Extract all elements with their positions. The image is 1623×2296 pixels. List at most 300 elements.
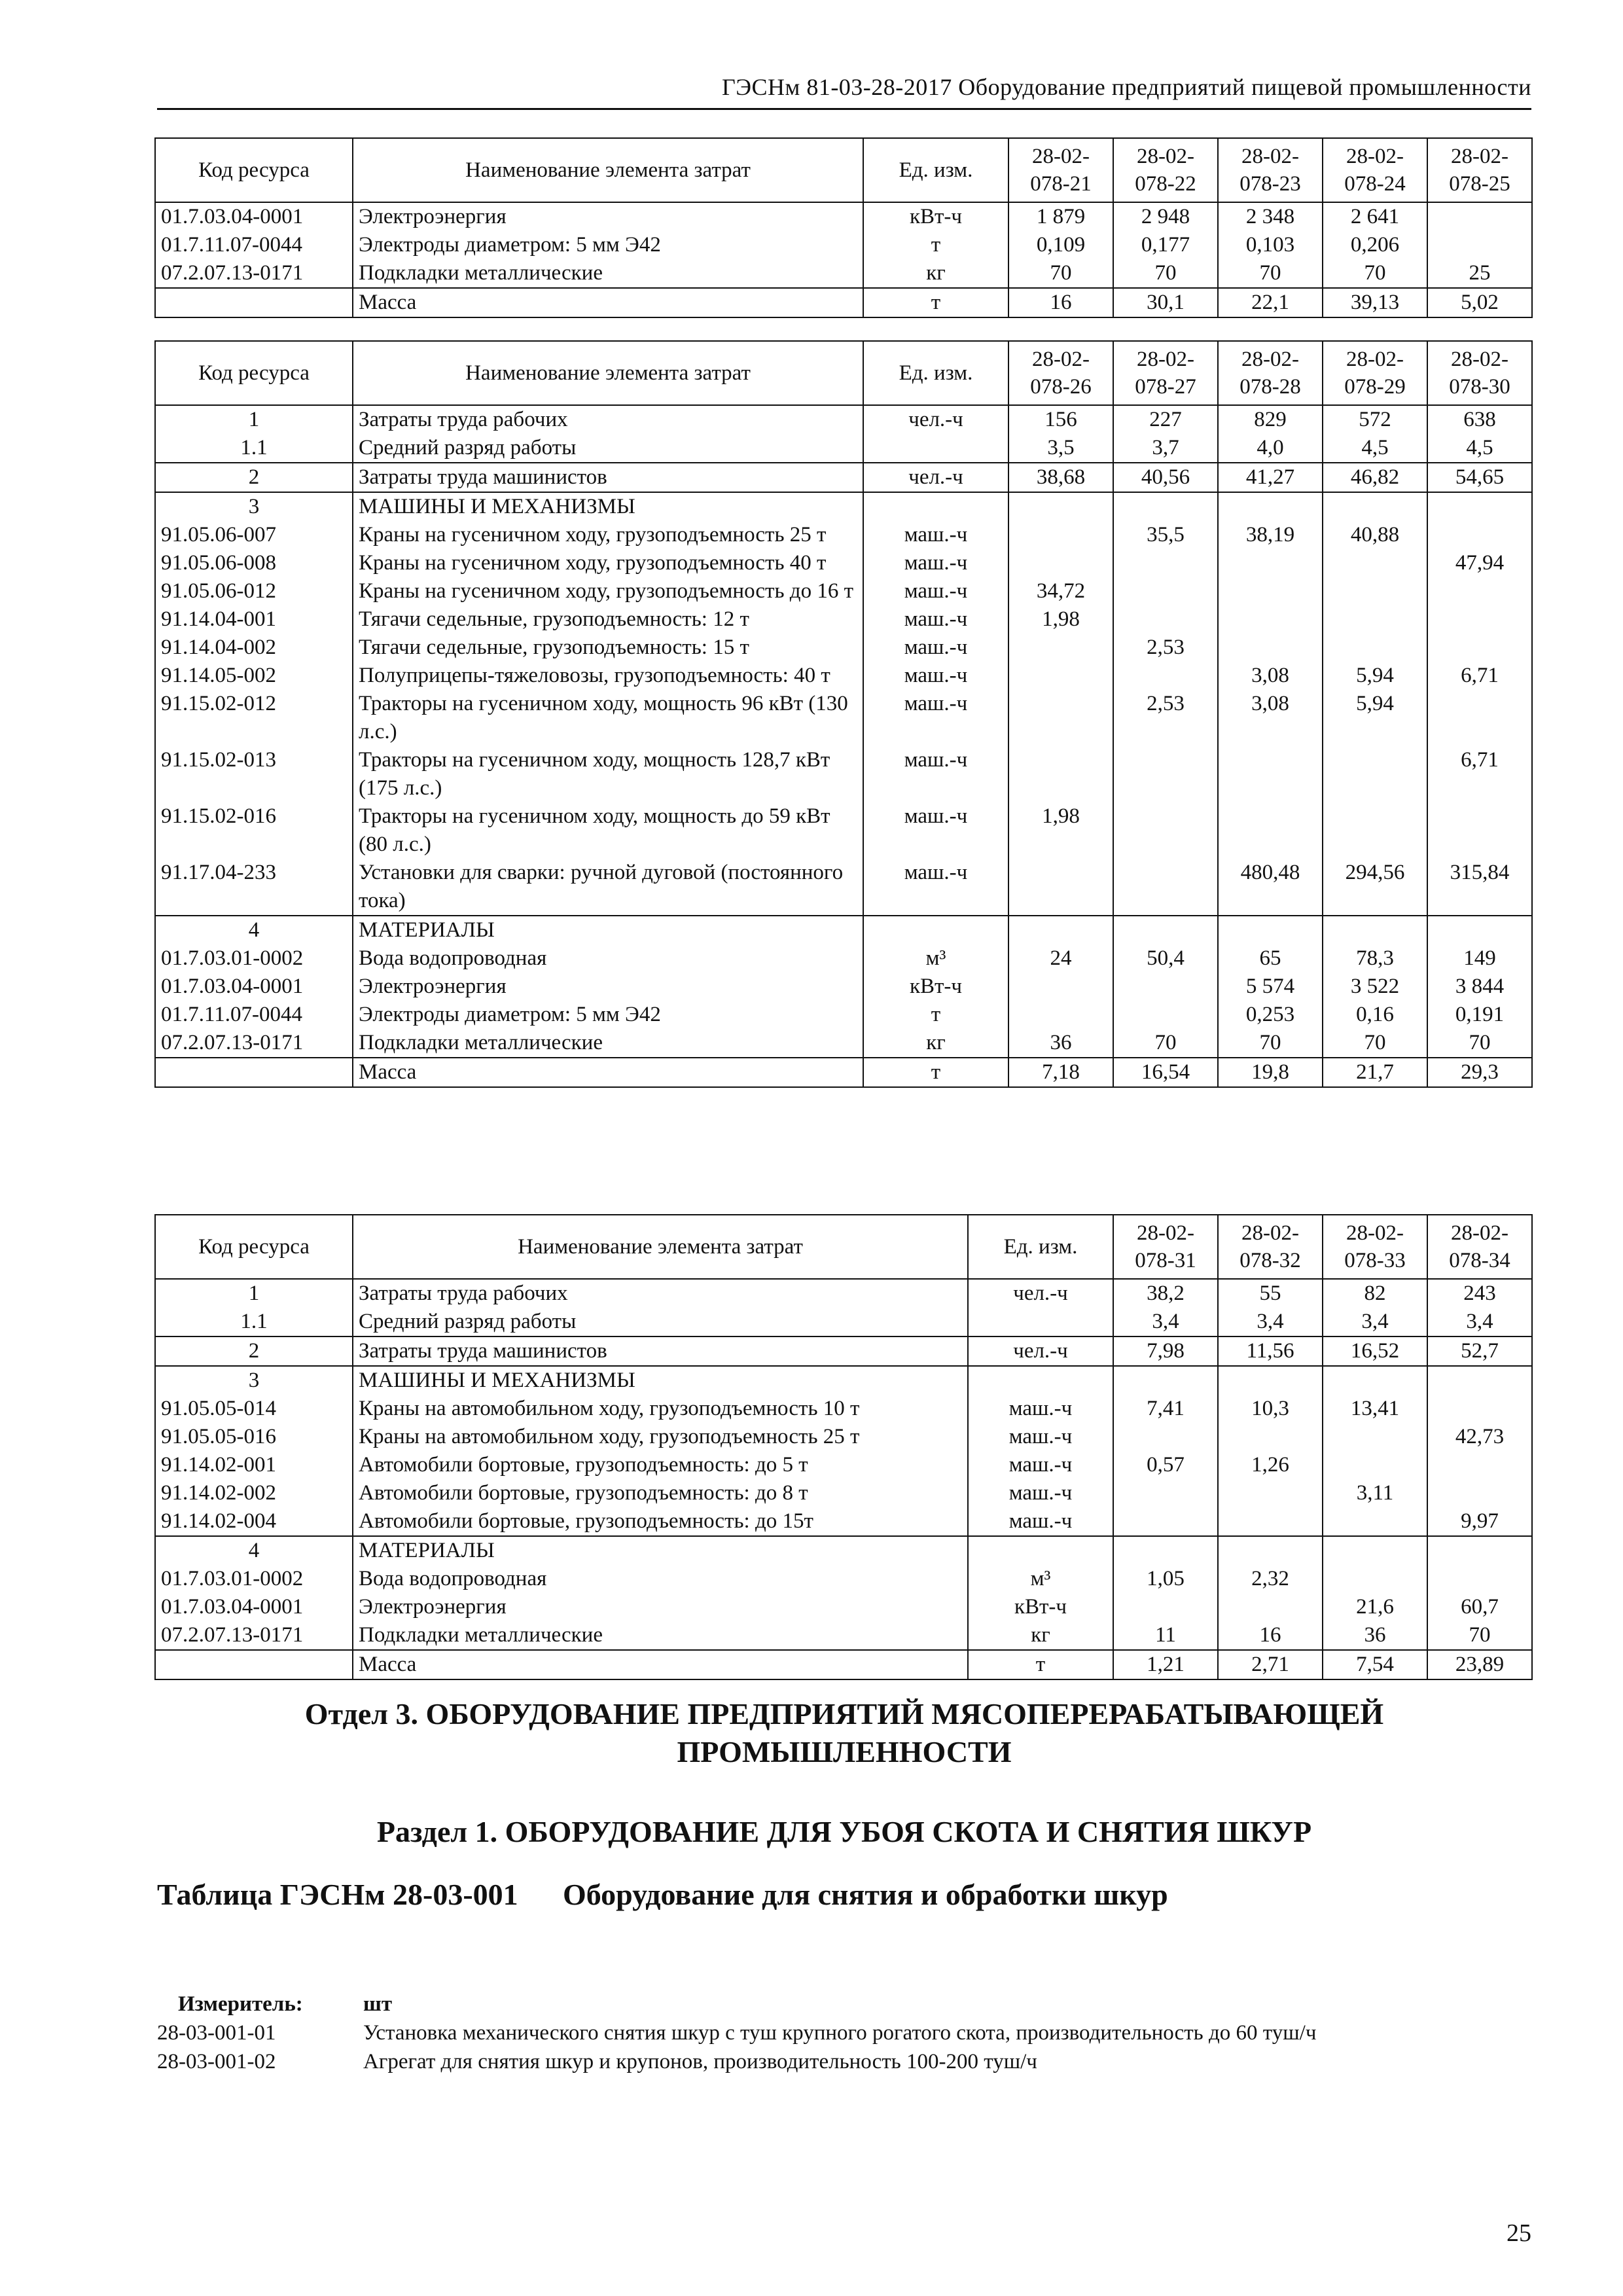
cost-element-cell: Краны на гусеничном ходу, грузоподъемность 40 т bbox=[353, 549, 863, 577]
value-cell: 0,109 bbox=[1008, 231, 1113, 259]
unit-cell: маш.-ч bbox=[863, 549, 1008, 577]
unit-cell: маш.-ч bbox=[863, 662, 1008, 690]
value-cell: 70 bbox=[1427, 1621, 1532, 1650]
unit-cell: маш.-ч bbox=[968, 1507, 1113, 1536]
table-row bbox=[155, 1565, 1532, 1593]
resource-code-cell: 91.14.02-001 bbox=[155, 1451, 353, 1479]
mass-value-cell: 22,1 bbox=[1218, 288, 1323, 317]
table-row bbox=[155, 662, 1532, 690]
value-cell: 0,57 bbox=[1113, 1451, 1218, 1479]
resource-code-cell: 91.05.05-014 bbox=[155, 1395, 353, 1423]
resource-table-1 bbox=[154, 137, 1533, 318]
value-cell: 70 bbox=[1218, 1029, 1323, 1058]
value-cell: 2,53 bbox=[1113, 690, 1218, 746]
resource-code-cell: 91.05.06-008 bbox=[155, 549, 353, 577]
value-cell bbox=[1427, 577, 1532, 605]
column-header: 28-02-078-26 bbox=[1008, 341, 1113, 405]
table-row bbox=[155, 1621, 1532, 1650]
table-row bbox=[155, 1479, 1532, 1507]
mass-value-cell: 2,71 bbox=[1218, 1650, 1323, 1679]
resource-code-cell: 4 bbox=[155, 916, 353, 944]
resource-code-cell: 01.7.03.01-0002 bbox=[155, 944, 353, 973]
table-row bbox=[155, 1366, 1532, 1395]
cost-element-cell: Вода водопроводная bbox=[353, 1565, 968, 1593]
unit-cell bbox=[863, 916, 1008, 944]
value-cell: 7,41 bbox=[1113, 1395, 1218, 1423]
mass-value-cell: 30,1 bbox=[1113, 288, 1218, 317]
table-row bbox=[155, 549, 1532, 577]
table-row bbox=[155, 259, 1532, 288]
resource-code-cell: 4 bbox=[155, 1536, 353, 1565]
unit-cell: маш.-ч bbox=[863, 690, 1008, 746]
cost-element-cell: МАШИНЫ И МЕХАНИЗМЫ bbox=[353, 1366, 968, 1395]
unit-cell: маш.-ч bbox=[863, 634, 1008, 662]
value-cell bbox=[1113, 605, 1218, 634]
unit-cell bbox=[863, 434, 1008, 463]
unit-cell: кг bbox=[863, 1029, 1008, 1058]
value-cell bbox=[1008, 746, 1113, 802]
resource-code-cell: 91.05.06-007 bbox=[155, 521, 353, 549]
cost-element-cell: Электроэнергия bbox=[353, 202, 863, 231]
unit-cell bbox=[968, 1536, 1113, 1565]
mass-value-cell: 1,21 bbox=[1113, 1650, 1218, 1679]
value-cell bbox=[1323, 916, 1427, 944]
value-cell: 1,05 bbox=[1113, 1565, 1218, 1593]
value-cell: 38,2 bbox=[1113, 1279, 1218, 1308]
value-cell: 9,97 bbox=[1427, 1507, 1532, 1536]
unit-cell bbox=[968, 1308, 1113, 1336]
resource-code-cell: 91.14.05-002 bbox=[155, 662, 353, 690]
value-cell: 7,98 bbox=[1113, 1336, 1218, 1366]
resource-code-cell: 91.17.04-233 bbox=[155, 859, 353, 916]
unit-cell: маш.-ч bbox=[968, 1479, 1113, 1507]
value-cell: 2 641 bbox=[1323, 202, 1427, 231]
table-row bbox=[155, 1029, 1532, 1058]
value-cell bbox=[1008, 549, 1113, 577]
table-row bbox=[155, 202, 1532, 231]
value-cell: 0,177 bbox=[1113, 231, 1218, 259]
value-cell bbox=[1427, 521, 1532, 549]
mass-value-cell: т bbox=[968, 1650, 1113, 1679]
value-cell: 0,191 bbox=[1427, 1001, 1532, 1029]
unit-cell: чел.-ч bbox=[863, 405, 1008, 434]
mass-value-cell: 5,02 bbox=[1427, 288, 1532, 317]
value-cell bbox=[1218, 746, 1323, 802]
value-cell: 3 844 bbox=[1427, 973, 1532, 1001]
resource-code-cell: 91.15.02-013 bbox=[155, 746, 353, 802]
value-cell: 2 348 bbox=[1218, 202, 1323, 231]
value-cell bbox=[1427, 1395, 1532, 1423]
cost-element-cell: Подкладки металлические bbox=[353, 1621, 968, 1650]
value-cell bbox=[1113, 802, 1218, 859]
table-row bbox=[155, 231, 1532, 259]
cost-element-cell: Автомобили бортовые, грузоподъемность: до 5 т bbox=[353, 1451, 968, 1479]
value-cell: 4,0 bbox=[1218, 434, 1323, 463]
resource-code-cell: 1 bbox=[155, 405, 353, 434]
value-cell: 4,5 bbox=[1427, 434, 1532, 463]
cost-element-cell: Средний разряд работы bbox=[353, 1308, 968, 1336]
column-header: Наименование элемента затрат bbox=[353, 1215, 968, 1279]
value-cell bbox=[1218, 916, 1323, 944]
value-cell: 70 bbox=[1323, 1029, 1427, 1058]
table-header-row bbox=[155, 138, 1532, 202]
unit-cell bbox=[863, 492, 1008, 521]
resource-code-cell: 1.1 bbox=[155, 1308, 353, 1336]
column-header: 28-02-078-23 bbox=[1218, 138, 1323, 202]
resource-code-cell: 2 bbox=[155, 463, 353, 492]
value-cell bbox=[1113, 1366, 1218, 1395]
mass-value-cell: 19,8 bbox=[1218, 1058, 1323, 1087]
cost-element-cell: Электроэнергия bbox=[353, 1593, 968, 1621]
resource-code-cell: 91.14.04-001 bbox=[155, 605, 353, 634]
value-cell bbox=[1113, 577, 1218, 605]
value-cell bbox=[1323, 605, 1427, 634]
value-cell: 1,98 bbox=[1008, 802, 1113, 859]
value-cell: 3,4 bbox=[1218, 1308, 1323, 1336]
value-cell: 24 bbox=[1008, 944, 1113, 973]
table-row bbox=[155, 1451, 1532, 1479]
value-cell: 3,4 bbox=[1323, 1308, 1427, 1336]
cost-element-cell: Затраты труда машинистов bbox=[353, 1336, 968, 1366]
column-header: 28-02-078-29 bbox=[1323, 341, 1427, 405]
unit-cell: кг bbox=[968, 1621, 1113, 1650]
cost-element-cell: Электроды диаметром: 5 мм Э42 bbox=[353, 231, 863, 259]
division-heading: Отдел 3. ОБОРУДОВАНИЕ ПРЕДПРИЯТИЙ МЯСОПЕРЕРАБАТЫВАЮЩЕЙ ПРОМЫШЛЕННОСТИ bbox=[304, 1697, 1384, 1768]
page-number: 25 bbox=[1507, 2219, 1531, 2247]
mass-row bbox=[155, 1058, 1532, 1087]
resource-code-cell: 01.7.03.04-0001 bbox=[155, 973, 353, 1001]
value-cell: 315,84 bbox=[1427, 859, 1532, 916]
value-cell: 16 bbox=[1218, 1621, 1323, 1650]
measure-unit: шт bbox=[363, 1992, 393, 2016]
value-cell: 6,71 bbox=[1427, 746, 1532, 802]
value-cell bbox=[1008, 634, 1113, 662]
value-cell: 3,08 bbox=[1218, 690, 1323, 746]
value-cell: 0,206 bbox=[1323, 231, 1427, 259]
column-header: 28-02-078-25 bbox=[1427, 138, 1532, 202]
value-cell bbox=[1113, 1507, 1218, 1536]
value-cell: 55 bbox=[1218, 1279, 1323, 1308]
column-header: 28-02-078-24 bbox=[1323, 138, 1427, 202]
resource-code-cell: 07.2.07.13-0171 bbox=[155, 1621, 353, 1650]
resource-table-2 bbox=[154, 340, 1533, 1088]
cost-element-cell: Установки для сварки: ручной дуговой (постоянного тока) bbox=[353, 859, 863, 916]
table-row bbox=[155, 463, 1532, 492]
mass-value-cell: 39,13 bbox=[1323, 288, 1427, 317]
cost-element-cell: Автомобили бортовые, грузоподъемность: до 15т bbox=[353, 1507, 968, 1536]
unit-cell: маш.-ч bbox=[863, 605, 1008, 634]
resource-code-cell: 01.7.03.04-0001 bbox=[155, 1593, 353, 1621]
value-cell: 36 bbox=[1323, 1621, 1427, 1650]
table-row bbox=[155, 746, 1532, 802]
value-cell: 38,19 bbox=[1218, 521, 1323, 549]
measure-item bbox=[157, 2018, 1316, 2047]
value-cell: 11,56 bbox=[1218, 1336, 1323, 1366]
value-cell: 52,7 bbox=[1427, 1336, 1532, 1366]
value-cell bbox=[1323, 746, 1427, 802]
value-cell: 1 879 bbox=[1008, 202, 1113, 231]
column-header: Код ресурса bbox=[155, 341, 353, 405]
value-cell: 35,5 bbox=[1113, 521, 1218, 549]
resource-code-cell: 07.2.07.13-0171 bbox=[155, 259, 353, 288]
value-cell: 16,52 bbox=[1323, 1336, 1427, 1366]
table-row bbox=[155, 605, 1532, 634]
cost-element-cell: Тракторы на гусеничном ходу, мощность 128,7 кВт (175 л.с.) bbox=[353, 746, 863, 802]
unit-cell: чел.-ч bbox=[968, 1336, 1113, 1366]
cost-element-cell: Подкладки металлические bbox=[353, 1029, 863, 1058]
column-header: 28-02-078-28 bbox=[1218, 341, 1323, 405]
cost-element-cell: Полуприцепы-тяжеловозы, грузоподъемность: 40 т bbox=[353, 662, 863, 690]
value-cell: 70 bbox=[1323, 259, 1427, 288]
mass-value-cell bbox=[155, 1650, 353, 1679]
value-cell bbox=[1218, 802, 1323, 859]
value-cell: 2,32 bbox=[1218, 1565, 1323, 1593]
column-header: 28-02-078-22 bbox=[1113, 138, 1218, 202]
resource-code-cell: 1 bbox=[155, 1279, 353, 1308]
value-cell: 54,65 bbox=[1427, 463, 1532, 492]
table-row bbox=[155, 1395, 1532, 1423]
value-cell bbox=[1323, 577, 1427, 605]
resource-code-cell: 01.7.11.07-0044 bbox=[155, 231, 353, 259]
measure-item-code: 28-03-001-02 bbox=[157, 2050, 276, 2073]
value-cell bbox=[1427, 492, 1532, 521]
cost-element-cell: Тягачи седельные, грузоподъемность: 12 т bbox=[353, 605, 863, 634]
resource-code-cell: 3 bbox=[155, 1366, 353, 1395]
cost-element-cell: Краны на автомобильном ходу, грузоподъемность 25 т bbox=[353, 1423, 968, 1451]
value-cell: 3,5 bbox=[1008, 434, 1113, 463]
value-cell bbox=[1113, 746, 1218, 802]
running-header: ГЭСНм 81-03-28-2017 Оборудование предприятий пищевой промышленности bbox=[721, 74, 1531, 100]
unit-cell: м³ bbox=[968, 1565, 1113, 1593]
value-cell bbox=[1323, 634, 1427, 662]
resource-code-cell: 2 bbox=[155, 1336, 353, 1366]
table-header-row bbox=[155, 1215, 1532, 1279]
value-cell: 82 bbox=[1323, 1279, 1427, 1308]
mass-value-cell: т bbox=[863, 288, 1008, 317]
table-row bbox=[155, 1423, 1532, 1451]
value-cell: 5,94 bbox=[1323, 662, 1427, 690]
value-cell bbox=[1323, 1565, 1427, 1593]
unit-cell: маш.-ч bbox=[968, 1451, 1113, 1479]
value-cell bbox=[1427, 916, 1532, 944]
unit-cell: кВт-ч bbox=[863, 202, 1008, 231]
value-cell bbox=[1113, 1593, 1218, 1621]
cost-element-cell: Подкладки металлические bbox=[353, 259, 863, 288]
table-row bbox=[155, 434, 1532, 463]
value-cell bbox=[1113, 1001, 1218, 1029]
table-row bbox=[155, 492, 1532, 521]
column-header: 28-02-078-27 bbox=[1113, 341, 1218, 405]
value-cell bbox=[1218, 549, 1323, 577]
header-rule bbox=[157, 108, 1531, 110]
value-cell: 0,16 bbox=[1323, 1001, 1427, 1029]
cost-element-cell: Электроэнергия bbox=[353, 973, 863, 1001]
value-cell: 40,56 bbox=[1113, 463, 1218, 492]
mass-value-cell: 16,54 bbox=[1113, 1058, 1218, 1087]
table-row bbox=[155, 1336, 1532, 1366]
value-cell: 572 bbox=[1323, 405, 1427, 434]
value-cell: 243 bbox=[1427, 1279, 1532, 1308]
measure-block bbox=[157, 1990, 1316, 2076]
value-cell bbox=[1008, 1001, 1113, 1029]
value-cell: 0,253 bbox=[1218, 1001, 1323, 1029]
cost-element-cell: МАТЕРИАЛЫ bbox=[353, 916, 863, 944]
value-cell: 0,103 bbox=[1218, 231, 1323, 259]
cost-element-cell: Автомобили бортовые, грузоподъемность: до 8 т bbox=[353, 1479, 968, 1507]
mass-row bbox=[155, 288, 1532, 317]
column-header: 28-02-078-34 bbox=[1427, 1215, 1532, 1279]
value-cell: 46,82 bbox=[1323, 463, 1427, 492]
value-cell bbox=[1427, 1565, 1532, 1593]
value-cell: 34,72 bbox=[1008, 577, 1113, 605]
value-cell: 149 bbox=[1427, 944, 1532, 973]
value-cell bbox=[1113, 1479, 1218, 1507]
value-cell bbox=[1218, 605, 1323, 634]
cost-element-cell: МАШИНЫ И МЕХАНИЗМЫ bbox=[353, 492, 863, 521]
column-header: Ед. изм. bbox=[968, 1215, 1113, 1279]
value-cell bbox=[1008, 492, 1113, 521]
value-cell: 42,73 bbox=[1427, 1423, 1532, 1451]
column-header: 28-02-078-30 bbox=[1427, 341, 1532, 405]
column-header: Ед. изм. bbox=[863, 138, 1008, 202]
unit-cell: маш.-ч bbox=[968, 1395, 1113, 1423]
mass-value-cell: 7,18 bbox=[1008, 1058, 1113, 1087]
value-cell: 829 bbox=[1218, 405, 1323, 434]
value-cell: 50,4 bbox=[1113, 944, 1218, 973]
table-row bbox=[155, 521, 1532, 549]
value-cell bbox=[1113, 973, 1218, 1001]
resource-code-cell: 91.14.02-002 bbox=[155, 1479, 353, 1507]
value-cell bbox=[1218, 1366, 1323, 1395]
value-cell: 4,5 bbox=[1323, 434, 1427, 463]
mass-row bbox=[155, 1650, 1532, 1679]
unit-cell: маш.-ч bbox=[863, 859, 1008, 916]
value-cell bbox=[1008, 973, 1113, 1001]
unit-cell: кВт-ч bbox=[968, 1593, 1113, 1621]
cost-element-cell: Затраты труда рабочих bbox=[353, 405, 863, 434]
value-cell bbox=[1427, 605, 1532, 634]
table-row bbox=[155, 690, 1532, 746]
value-cell: 36 bbox=[1008, 1029, 1113, 1058]
mass-value-cell: т bbox=[863, 1058, 1008, 1087]
value-cell: 40,88 bbox=[1323, 521, 1427, 549]
table-row bbox=[155, 1507, 1532, 1536]
resource-code-cell: 91.15.02-016 bbox=[155, 802, 353, 859]
table-name-title: Оборудование для снятия и обработки шкур bbox=[563, 1878, 1168, 1911]
section-heading: Раздел 1. ОБОРУДОВАНИЕ ДЛЯ УБОЯ СКОТА И СНЯТИЯ ШКУР bbox=[376, 1815, 1312, 1848]
value-cell bbox=[1323, 549, 1427, 577]
value-cell bbox=[1008, 916, 1113, 944]
value-cell bbox=[1218, 1507, 1323, 1536]
value-cell bbox=[1113, 859, 1218, 916]
value-cell bbox=[1427, 1366, 1532, 1395]
value-cell bbox=[1008, 521, 1113, 549]
column-header: Наименование элемента затрат bbox=[353, 138, 863, 202]
resource-code-cell: 91.14.04-002 bbox=[155, 634, 353, 662]
value-cell: 3 522 bbox=[1323, 973, 1427, 1001]
value-cell bbox=[1218, 577, 1323, 605]
value-cell bbox=[1113, 1423, 1218, 1451]
column-header: 28-02-078-31 bbox=[1113, 1215, 1218, 1279]
value-cell bbox=[1323, 1423, 1427, 1451]
unit-cell: т bbox=[863, 231, 1008, 259]
value-cell: 3,4 bbox=[1427, 1308, 1532, 1336]
table-row bbox=[155, 1593, 1532, 1621]
table-row bbox=[155, 944, 1532, 973]
table-row bbox=[155, 916, 1532, 944]
table-row bbox=[155, 405, 1532, 434]
value-cell bbox=[1113, 492, 1218, 521]
unit-cell: маш.-ч bbox=[968, 1423, 1113, 1451]
resource-table-3 bbox=[154, 1214, 1533, 1680]
value-cell: 156 bbox=[1008, 405, 1113, 434]
value-cell bbox=[1113, 662, 1218, 690]
resource-code-cell: 01.7.11.07-0044 bbox=[155, 1001, 353, 1029]
resource-code-cell: 07.2.07.13-0171 bbox=[155, 1029, 353, 1058]
value-cell: 47,94 bbox=[1427, 549, 1532, 577]
resource-code-cell: 01.7.03.01-0002 bbox=[155, 1565, 353, 1593]
value-cell: 70 bbox=[1218, 259, 1323, 288]
value-cell bbox=[1218, 1536, 1323, 1565]
mass-value-cell bbox=[155, 1058, 353, 1087]
measure-item bbox=[157, 2047, 1316, 2076]
value-cell bbox=[1008, 859, 1113, 916]
value-cell: 1,26 bbox=[1218, 1451, 1323, 1479]
column-header: 28-02-078-21 bbox=[1008, 138, 1113, 202]
value-cell: 227 bbox=[1113, 405, 1218, 434]
value-cell bbox=[1427, 634, 1532, 662]
value-cell bbox=[1008, 662, 1113, 690]
resource-code-cell: 91.14.02-004 bbox=[155, 1507, 353, 1536]
mass-label-cell: Масса bbox=[353, 1058, 863, 1087]
mass-value-cell: 23,89 bbox=[1427, 1650, 1532, 1679]
resource-code-cell: 91.05.06-012 bbox=[155, 577, 353, 605]
value-cell: 2,53 bbox=[1113, 634, 1218, 662]
cost-element-cell: Тракторы на гусеничном ходу, мощность 96 кВт (130 л.с.) bbox=[353, 690, 863, 746]
unit-cell: т bbox=[863, 1001, 1008, 1029]
value-cell: 1,98 bbox=[1008, 605, 1113, 634]
measure-label: Измеритель: bbox=[178, 1992, 303, 2016]
value-cell: 70 bbox=[1427, 1029, 1532, 1058]
mass-value-cell: 29,3 bbox=[1427, 1058, 1532, 1087]
cost-element-cell: Краны на автомобильном ходу, грузоподъемность 10 т bbox=[353, 1395, 968, 1423]
value-cell bbox=[1323, 1451, 1427, 1479]
unit-cell: маш.-ч bbox=[863, 577, 1008, 605]
mass-label-cell: Масса bbox=[353, 1650, 968, 1679]
unit-cell: кВт-ч bbox=[863, 973, 1008, 1001]
column-header: 28-02-078-32 bbox=[1218, 1215, 1323, 1279]
mass-value-cell: 16 bbox=[1008, 288, 1113, 317]
value-cell: 480,48 bbox=[1218, 859, 1323, 916]
table-header-row bbox=[155, 341, 1532, 405]
value-cell: 65 bbox=[1218, 944, 1323, 973]
unit-cell: м³ bbox=[863, 944, 1008, 973]
value-cell bbox=[1113, 1536, 1218, 1565]
table-row bbox=[155, 1001, 1532, 1029]
unit-cell: чел.-ч bbox=[968, 1279, 1113, 1308]
value-cell: 38,68 bbox=[1008, 463, 1113, 492]
value-cell: 11 bbox=[1113, 1621, 1218, 1650]
value-cell bbox=[1427, 1479, 1532, 1507]
value-cell bbox=[1218, 1423, 1323, 1451]
unit-cell: маш.-ч bbox=[863, 802, 1008, 859]
unit-cell bbox=[968, 1366, 1113, 1395]
value-cell bbox=[1427, 202, 1532, 231]
table-row bbox=[155, 577, 1532, 605]
value-cell: 60,7 bbox=[1427, 1593, 1532, 1621]
table-code-title: Таблица ГЭСНм 28-03-001 bbox=[157, 1878, 518, 1911]
table-row bbox=[155, 802, 1532, 859]
